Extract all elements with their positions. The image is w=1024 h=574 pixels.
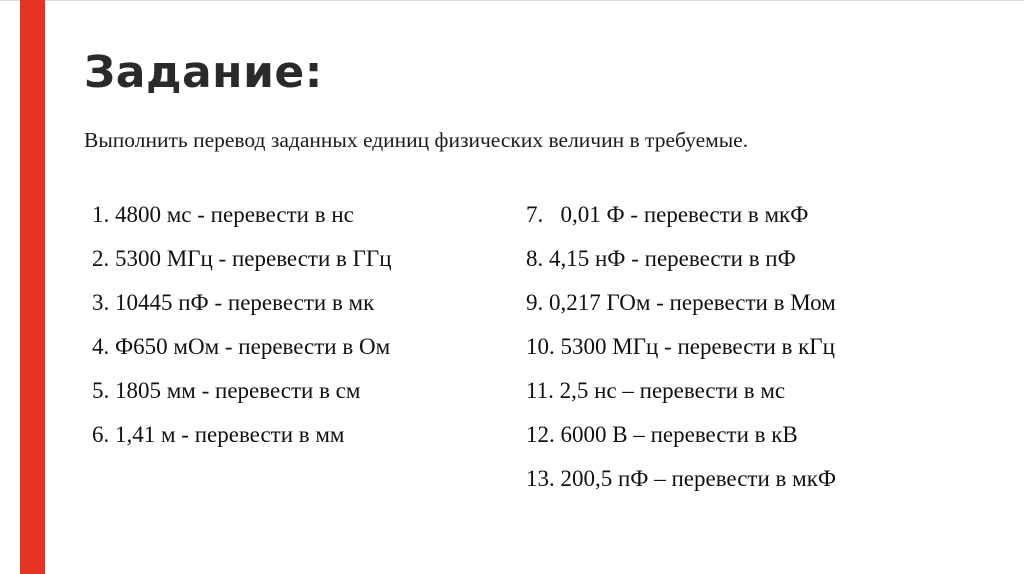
task-item: 10. 5300 МГц - перевести в кГц — [526, 334, 835, 359]
task-list-left — [92, 199, 392, 463]
task-item: 2. 5300 МГц - перевести в ГГц — [92, 246, 392, 271]
top-divider — [0, 0, 1024, 1]
task-item: 13. 200,5 пФ – перевести в мкФ — [526, 466, 837, 491]
task-item: 4. Ф650 мОм - перевести в Ом — [92, 334, 391, 359]
task-list-right — [526, 199, 836, 507]
slide-title: Задание: — [84, 47, 323, 98]
task-item: 1. 4800 мс - перевести в нс — [92, 202, 354, 227]
accent-bar — [20, 0, 45, 574]
task-item: 8. 4,15 нФ - перевести в пФ — [526, 246, 796, 271]
task-item: 6. 1,41 м - перевести в мм — [92, 422, 345, 447]
task-item: 3. 10445 пФ - перевести в мк — [92, 290, 375, 315]
task-item: 7. 0,01 Ф - перевести в мкФ — [526, 202, 809, 227]
task-item: 5. 1805 мм - перевести в см — [92, 378, 361, 403]
task-item: 9. 0,217 ГОм - перевести в Мом — [526, 290, 836, 315]
slide-subtitle: Выполнить перевод заданных единиц физических величин в требуемые. — [84, 128, 749, 152]
task-item: 12. 6000 В – перевести в кВ — [526, 422, 798, 447]
task-item: 11. 2,5 нс – перевести в мс — [526, 378, 786, 403]
